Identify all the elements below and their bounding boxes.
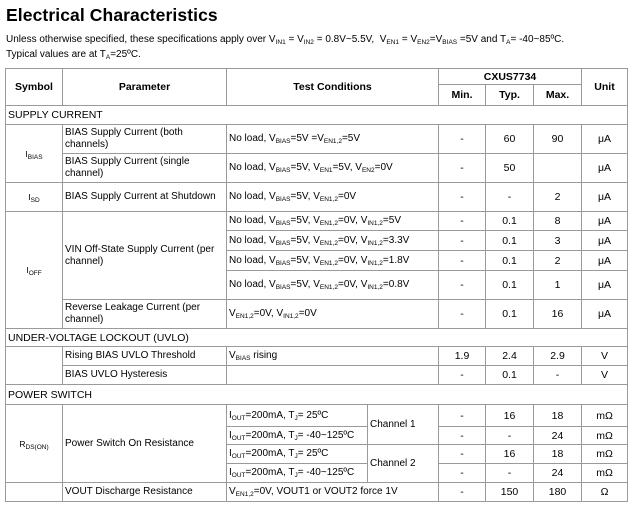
- typ-header: Typ.: [486, 85, 534, 106]
- max-cell: 24: [534, 427, 582, 445]
- symbol-empty: [6, 483, 63, 502]
- min-cell: -: [439, 405, 486, 427]
- min-cell: -: [439, 231, 486, 251]
- min-cell: -: [439, 183, 486, 212]
- table-row: [6, 125, 628, 154]
- condition-cell: [227, 366, 439, 385]
- test-conditions-header: Test Conditions: [227, 69, 439, 106]
- table-row: [6, 366, 628, 385]
- intro-text: [6, 32, 564, 62]
- unit-cell: μA: [582, 154, 628, 183]
- header-row: [6, 69, 628, 85]
- section-row: [6, 385, 628, 405]
- max-cell: 3: [534, 231, 582, 251]
- intro-line-1: Unless otherwise specified, these specifications apply over $V_{IN1} = V_{IN2}$ = 0.8V~5.5V, $V_{EN1} = V_{EN2}=V_{BIAS} =5V$ and $T_A=$ -40~85ºC.: [6, 34, 565, 46]
- condition-cell: No load, $V_{BIAS}=5V$, $V_{EN1,2}=0V$: [227, 183, 439, 212]
- condition-cell: $V_{BIAS}$ rising: [227, 347, 439, 366]
- min-cell: -: [439, 483, 486, 502]
- typ-cell: -: [486, 183, 534, 212]
- param-cell: VIN Off-State Supply Current (per channel): [63, 212, 227, 300]
- min-cell: -: [439, 154, 486, 183]
- typ-cell: -: [486, 427, 534, 445]
- min-cell: 1.9: [439, 347, 486, 366]
- unit-cell: μA: [582, 271, 628, 300]
- table-row: [6, 405, 628, 427]
- typ-cell: 0.1: [486, 251, 534, 271]
- intro-line-2: Typical values are at $T_A=25ºC$.: [6, 49, 141, 61]
- typ-cell: 0.1: [486, 231, 534, 251]
- section-uvlo: UNDER-VOLTAGE LOCKOUT (UVLO): [6, 329, 628, 347]
- condition-cell: $I_{OUT}=200mA$, $T_J=$ -40~125ºC: [227, 464, 368, 483]
- max-cell: 18: [534, 445, 582, 464]
- condition-cell: $I_{OUT}=200mA$, $T_J=$ -40~125ºC: [227, 427, 368, 445]
- min-header: Min.: [439, 85, 486, 106]
- table-row: [6, 154, 628, 183]
- max-cell: 8: [534, 212, 582, 231]
- table-row: [6, 183, 628, 212]
- section-row: [6, 106, 628, 125]
- min-cell: -: [439, 366, 486, 385]
- condition-cell: No load, $V_{BIAS}=5V$, $V_{EN1,2}=0V$, $V_{IN1,2}=0.8V$: [227, 271, 439, 300]
- table-row: [6, 300, 628, 329]
- max-cell: 16: [534, 300, 582, 329]
- electrical-characteristics-table: [5, 68, 628, 502]
- param-cell: BIAS UVLO Hysteresis: [63, 366, 227, 385]
- max-cell: 90: [534, 125, 582, 154]
- param-cell: VOUT Discharge Resistance: [63, 483, 227, 502]
- typ-cell: 50: [486, 154, 534, 183]
- max-cell: [534, 154, 582, 183]
- symbol-header: Symbol: [6, 69, 63, 106]
- section-power-switch: POWER SWITCH: [6, 385, 628, 405]
- unit-cell: μA: [582, 300, 628, 329]
- typ-cell: 0.1: [486, 271, 534, 300]
- part-number-header: CXUS7734: [439, 69, 582, 85]
- min-cell: -: [439, 125, 486, 154]
- typ-cell: 150: [486, 483, 534, 502]
- typ-cell: -: [486, 464, 534, 483]
- unit-cell: mΩ: [582, 427, 628, 445]
- symbol-ibias: $I_{BIAS}$: [6, 125, 63, 183]
- condition-cell: $I_{OUT}=200mA$, $T_J=$ 25ºC: [227, 405, 368, 427]
- channel-2-label: Channel 2: [368, 445, 439, 483]
- table-row: [6, 347, 628, 366]
- min-cell: -: [439, 445, 486, 464]
- param-cell: Rising BIAS UVLO Threshold: [63, 347, 227, 366]
- unit-cell: μA: [582, 183, 628, 212]
- symbol-empty: [6, 347, 63, 385]
- page-title: Electrical Characteristics: [6, 5, 218, 25]
- max-cell: 2: [534, 251, 582, 271]
- condition-cell: $V_{EN1,2}=0V$, VOUT1 or VOUT2 force 1V: [227, 483, 439, 502]
- min-cell: -: [439, 212, 486, 231]
- typ-cell: 16: [486, 445, 534, 464]
- symbol-isd: $I_{SD}$: [6, 183, 63, 212]
- typ-cell: 16: [486, 405, 534, 427]
- max-cell: 2.9: [534, 347, 582, 366]
- section-row: [6, 329, 628, 347]
- typ-cell: 0.1: [486, 366, 534, 385]
- max-cell: 24: [534, 464, 582, 483]
- min-cell: -: [439, 427, 486, 445]
- typ-cell: 0.1: [486, 212, 534, 231]
- unit-cell: μA: [582, 231, 628, 251]
- unit-cell: μA: [582, 212, 628, 231]
- table-row: [6, 212, 628, 231]
- param-cell: BIAS Supply Current at Shutdown: [63, 183, 227, 212]
- max-cell: 18: [534, 405, 582, 427]
- table-row: [6, 483, 628, 502]
- condition-cell: $I_{OUT}=200mA$, $T_J=$ 25ºC: [227, 445, 368, 464]
- condition-cell: $V_{EN1,2}=0V$, $V_{IN1,2}=0V$: [227, 300, 439, 329]
- unit-cell: V: [582, 366, 628, 385]
- condition-cell: No load, $V_{BIAS}=5V$, $V_{EN1,2}=0V$, $V_{IN1,2}=3.3V$: [227, 231, 439, 251]
- min-cell: -: [439, 251, 486, 271]
- unit-cell: μA: [582, 125, 628, 154]
- condition-cell: No load, $V_{BIAS}=5V$, $V_{EN1,2}=0V$, $V_{IN1,2}=5V$: [227, 212, 439, 231]
- unit-cell: mΩ: [582, 405, 628, 427]
- min-cell: -: [439, 300, 486, 329]
- symbol-ioff: $I_{OFF}$: [6, 212, 63, 329]
- typ-cell: 60: [486, 125, 534, 154]
- symbol-rds-on: $R_{DS(ON)}$: [6, 405, 63, 483]
- min-cell: -: [439, 464, 486, 483]
- max-cell: 180: [534, 483, 582, 502]
- param-cell: BIAS Supply Current (single channel): [63, 154, 227, 183]
- typ-cell: 2.4: [486, 347, 534, 366]
- min-cell: -: [439, 271, 486, 300]
- typ-cell: 0.1: [486, 300, 534, 329]
- unit-cell: V: [582, 347, 628, 366]
- max-cell: 2: [534, 183, 582, 212]
- section-supply-current: SUPPLY CURRENT: [6, 106, 628, 125]
- condition-cell: No load, $V_{BIAS}=5V$, $V_{EN1,2}=0V$, $V_{IN1,2}=1.8V$: [227, 251, 439, 271]
- param-cell: Power Switch On Resistance: [63, 405, 227, 483]
- condition-cell: No load, $V_{BIAS}=5V =V_{EN1,2}=5V$: [227, 125, 439, 154]
- param-cell: BIAS Supply Current (both channels): [63, 125, 227, 154]
- max-cell: 1: [534, 271, 582, 300]
- unit-cell: mΩ: [582, 464, 628, 483]
- param-cell: Reverse Leakage Current (per channel): [63, 300, 227, 329]
- condition-cell: No load, $V_{BIAS}=5V$, $V_{EN1}=5V$, $V_{EN2}=0V$: [227, 154, 439, 183]
- channel-1-label: Channel 1: [368, 405, 439, 445]
- max-header: Max.: [534, 85, 582, 106]
- unit-cell: mΩ: [582, 445, 628, 464]
- unit-cell: Ω: [582, 483, 628, 502]
- unit-header: Unit: [582, 69, 628, 106]
- max-cell: -: [534, 366, 582, 385]
- parameter-header: Parameter: [63, 69, 227, 106]
- unit-cell: μA: [582, 251, 628, 271]
